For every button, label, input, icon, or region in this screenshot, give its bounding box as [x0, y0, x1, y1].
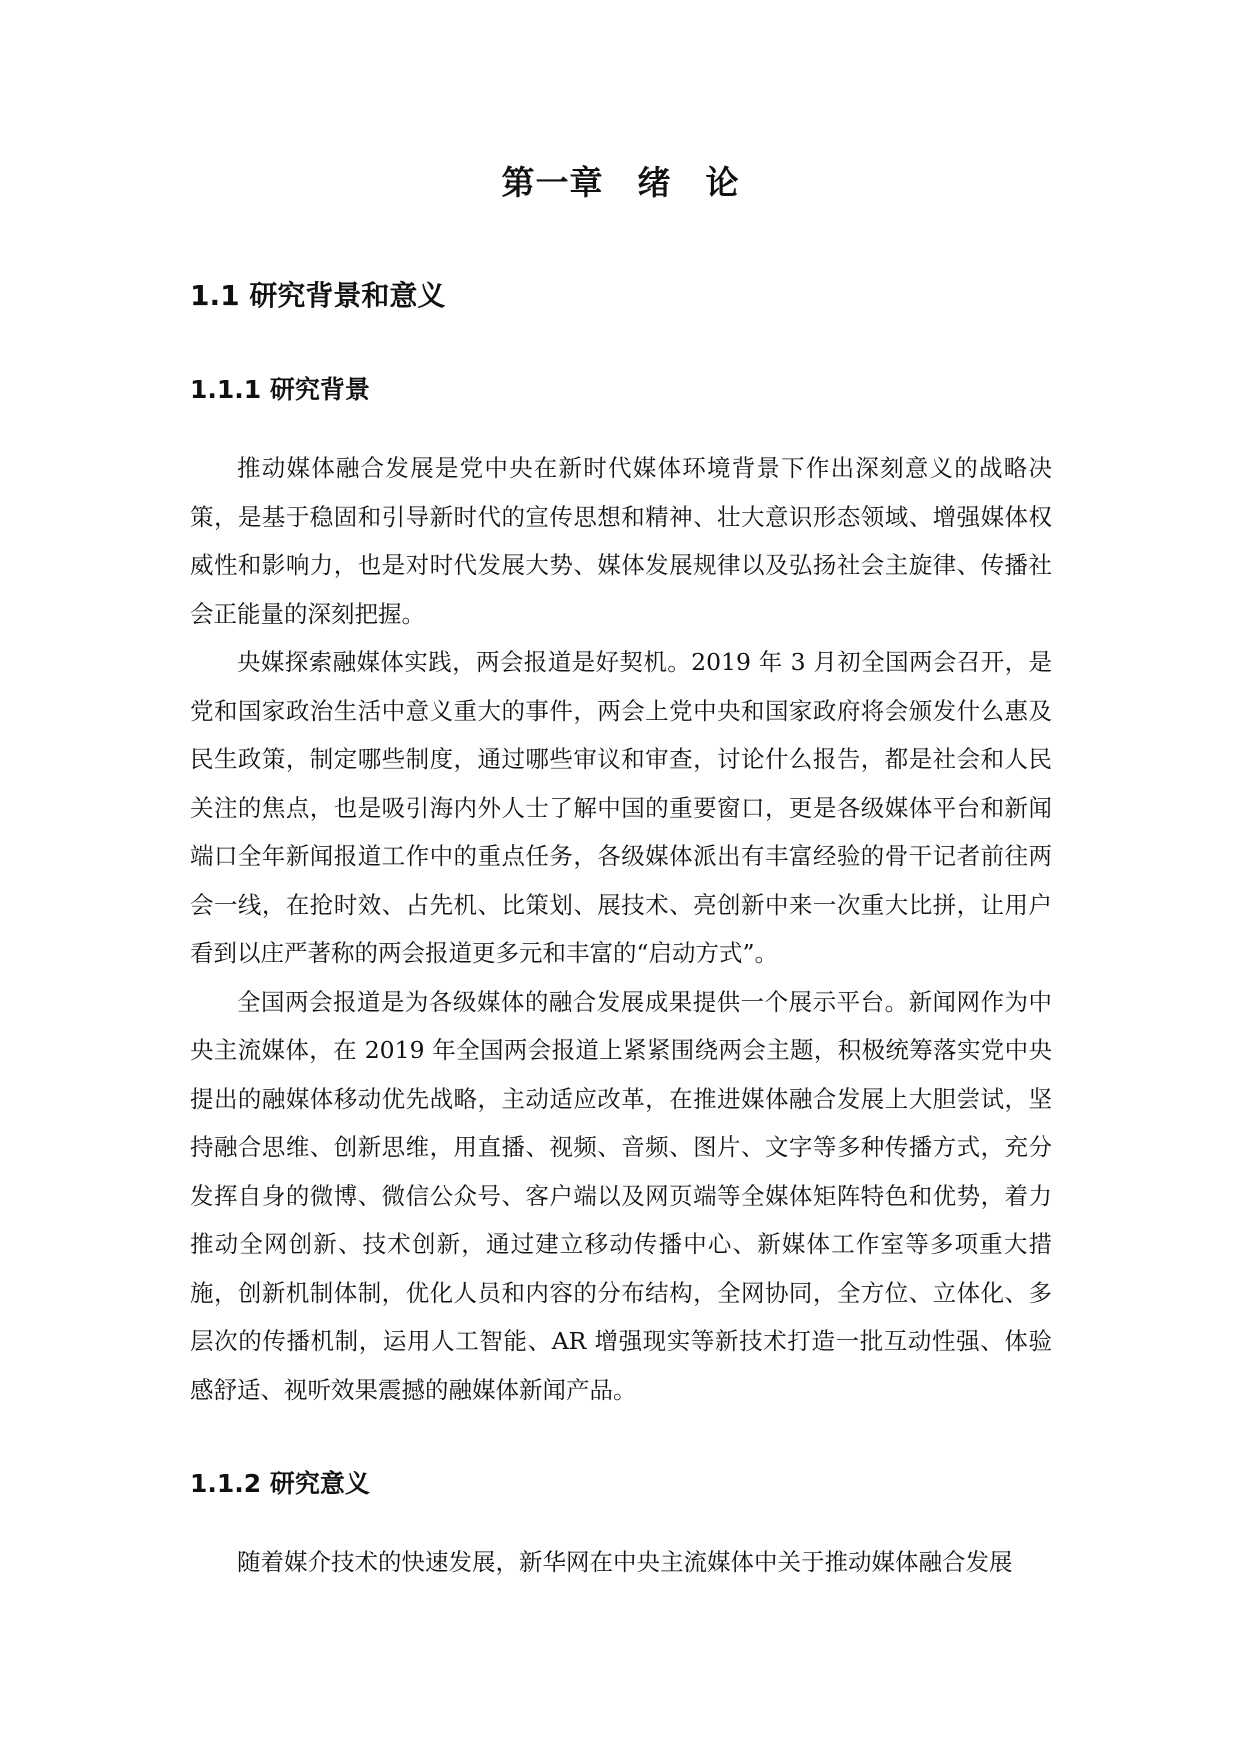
background-body	[190, 444, 1052, 1414]
paragraph: 随着媒介技术的快速发展，新华网在中央主流媒体中关于推动媒体融合发展	[237, 1548, 1013, 1576]
paragraph: 全国两会报道是为各级媒体的融合发展成果提供一个展示平台。新闻网作为中央主流媒体，在 2019 年全国两会报道上紧紧围绕两会主题，积极统筹落实党中央提出的融媒体移动优先战略，主动适应改革，在推进媒体融合发展上大胆尝试，坚持融合思维、创新思维，用直播、视频、音频、图片、文字等多种传播方式，充分发挥自身的微博、微信公众号、客户端以及网页端等全媒体矩阵特色和优势，着力推动全网创新、技术创新，通过建立移动传播中心、新媒体工作室等多项重大措施，创新机制体制，优化人员和内容的分布结构，全网协同，全方位、立体化、多层次的传播机制，运用人工智能、AR 增强现实等新技术打造一批互动性强、体验感舒适、视听效果震撼的融媒体新闻产品。	[190, 987, 1052, 1404]
chapter-title: 第一章 绪 论	[501, 163, 740, 202]
subsection-title-significance: 1.1.2 研究意义	[190, 1469, 370, 1498]
section-title: 1.1 研究背景和意义	[190, 279, 446, 312]
paragraph: 推动媒体融合发展是党中央在新时代媒体环境背景下作出深刻意义的战略决策，是基于稳固和引导新时代的宣传思想和精神、壮大意识形态领域、增强媒体权威性和影响力，也是对时代发展大势、媒体发展规律以及弘扬社会主旋律、传播社会正能量的深刻把握。	[190, 454, 1052, 628]
significance-body	[190, 1538, 1052, 1587]
subsection-title-background: 1.1.1 研究背景	[190, 375, 370, 404]
paragraph: 央媒探索融媒体实践，两会报道是好契机。2019 年 3 月初全国两会召开，是党和国家政治生活中意义重大的事件，两会上党中央和国家政府将会颁发什么惠及民生政策，制定哪些制度，通过哪些审议和审查，讨论什么报告，都是社会和人民关注的焦点，也是吸引海内外人士了解中国的重要窗口，更是各级媒体平台和新闻端口全年新闻报道工作中的重点任务，各级媒体派出有丰富经验的骨干记者前往两会一线，在抢时效、占先机、比策划、展技术、亮创新中来一次重大比拼，让用户看到以庄严著称的两会报道更多元和丰富的“启动方式”。	[190, 648, 1052, 967]
